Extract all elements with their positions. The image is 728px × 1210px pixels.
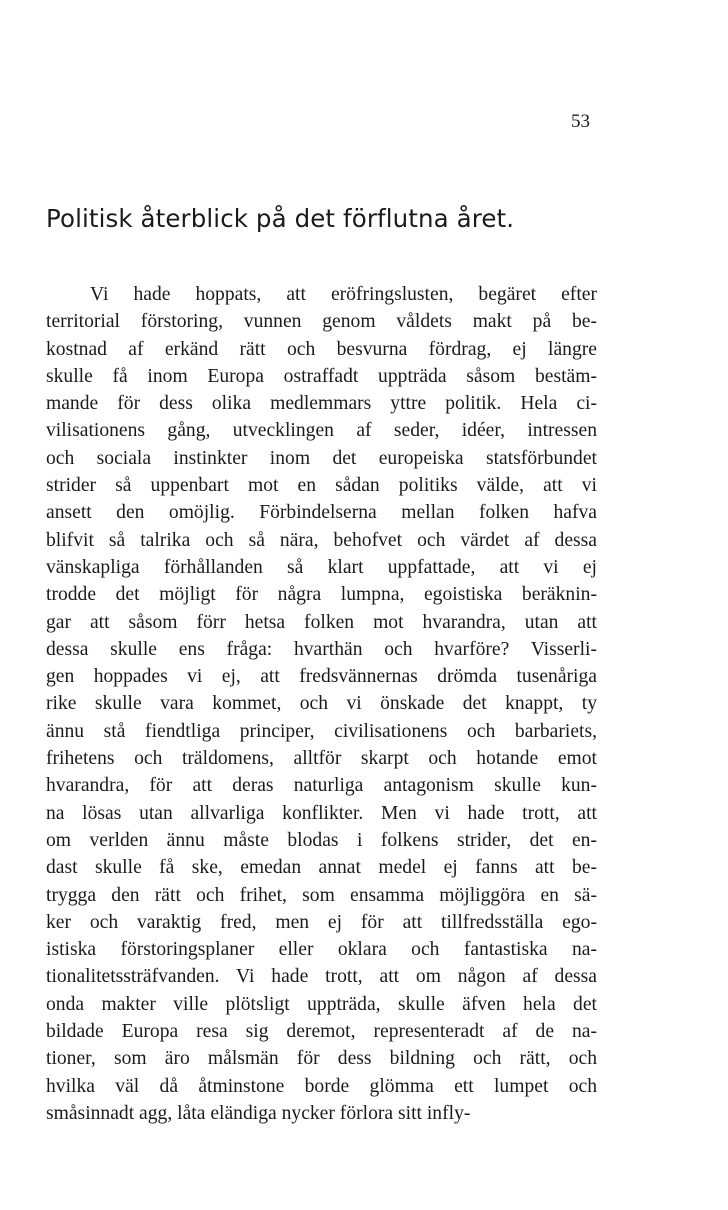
text-line: ännu stå fiendtliga principer, civilisationens och barbariets, bbox=[46, 720, 597, 742]
text-line: småsinnadt agg, låta eländiga nycker förlora sitt infly- bbox=[46, 1102, 471, 1124]
text-line: trygga den rätt och frihet, som ensamma möjliggöra en sä- bbox=[46, 884, 597, 906]
text-line: tionalitetssträfvanden. Vi hade trott, att om någon af dessa bbox=[46, 966, 597, 988]
page-heading: Politisk återblick på det förflutna året. bbox=[46, 204, 515, 233]
text-line: istiska förstoringsplaner eller oklara och fantastiska na- bbox=[46, 939, 597, 961]
text-line: mande för dess olika medlemmars yttre politik. Hela ci- bbox=[46, 393, 597, 415]
text-line: och sociala instinkter inom det europeiska statsförbundet bbox=[46, 447, 597, 469]
text-line: territorial förstoring, vunnen genom våldets makt på be- bbox=[46, 311, 597, 333]
text-line: strider så uppenbart mot en sådan politiks välde, att vi bbox=[46, 475, 597, 497]
text-line: trodde det möjligt för några lumpna, egoistiska beräknin- bbox=[46, 584, 597, 606]
text-line: ansett den omöjlig. Förbindelserna mellan folken hafva bbox=[46, 502, 597, 524]
text-line: na lösas utan allvarliga konflikter. Men vi hade trott, att bbox=[46, 802, 597, 824]
text-line: hvarandra, för att deras naturliga antagonism skulle kun- bbox=[46, 775, 597, 797]
text-line: dessa skulle ens fråga: hvarthän och hvarföre? Visserli- bbox=[46, 638, 597, 660]
text-line: ker och varaktig fred, men ej för att tillfredsställa ego- bbox=[46, 911, 597, 933]
text-line: hvilka väl då åtminstone borde glömma ett lumpet och bbox=[46, 1075, 597, 1097]
text-line: gen hoppades vi ej, att fredsvännernas drömda tusenåriga bbox=[46, 666, 597, 688]
text-line: frihetens och träldomens, alltför skarpt och hotande emot bbox=[46, 748, 597, 770]
text-line: vilisationens gång, utvecklingen af seder, idéer, intressen bbox=[46, 420, 597, 442]
text-line: om verlden ännu måste blodas i folkens strider, det en- bbox=[46, 829, 597, 851]
text-line: tioner, som äro målsmän för dess bildning och rätt, och bbox=[46, 1048, 597, 1070]
text-line: onda makter ville plötsligt uppträda, skulle äfven hela det bbox=[46, 993, 597, 1015]
text-line: skulle få inom Europa ostraffadt uppträda såsom bestäm- bbox=[46, 365, 597, 387]
page-number: 53 bbox=[571, 111, 590, 132]
text-line: blifvit så talrika och så nära, behofvet och värdet af dessa bbox=[46, 529, 597, 551]
text-line: dast skulle få ske, emedan annat medel ej fanns att be- bbox=[46, 857, 597, 879]
text-line: gar att såsom förr hetsa folken mot hvarandra, utan att bbox=[46, 611, 597, 633]
text-line: bildade Europa resa sig deremot, representeradt af de na- bbox=[46, 1021, 597, 1043]
text-line: rike skulle vara kommet, och vi önskade det knappt, ty bbox=[46, 693, 597, 715]
body-paragraph bbox=[46, 281, 597, 1127]
text-line: Vi hade hoppats, att eröfringslusten, begäret efter bbox=[90, 284, 597, 305]
text-line: vänskapliga förhållanden så klart uppfattade, att vi ej bbox=[46, 556, 597, 578]
text-line: kostnad af erkänd rätt och besvurna fördrag, ej längre bbox=[46, 338, 597, 360]
